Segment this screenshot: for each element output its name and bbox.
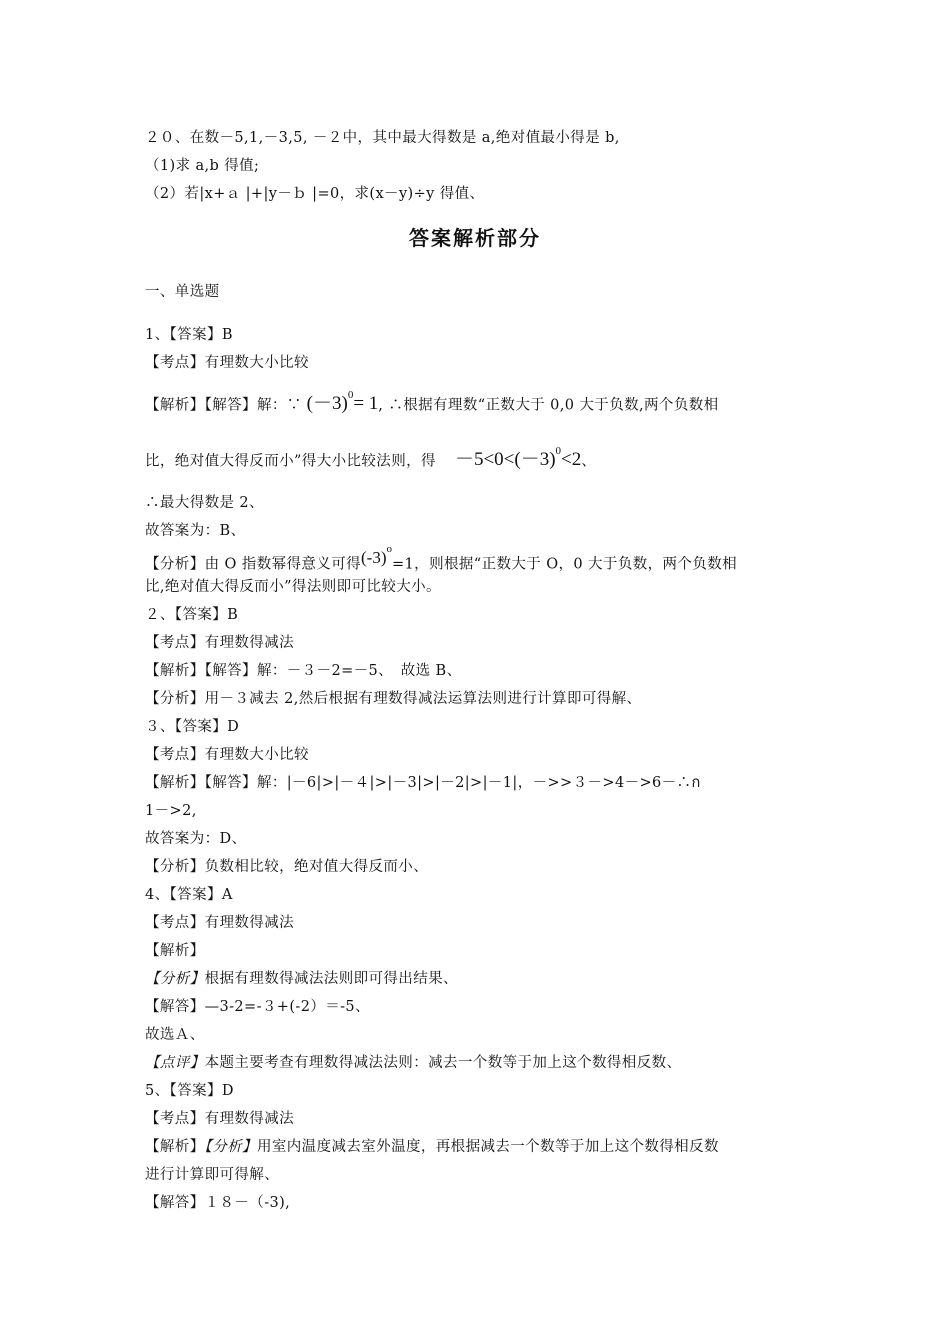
answer-1-point: 【考点】有理数大小比较 — [145, 355, 309, 371]
math-exponent: 0 — [347, 389, 354, 401]
fenxi-text: 根据有理数得减法法则即可得出结果、 — [204, 971, 458, 987]
answer-3-label: ３、【答案】D — [145, 719, 240, 735]
analysis-prefix: 【解析】【解答】解：∵ — [145, 397, 302, 414]
answer-1-conclusion: ∴最大得数是 2、 — [145, 495, 264, 511]
question-20-part-1: （1)求 a,b 得值; — [145, 158, 260, 174]
math-inequality — [454, 445, 582, 471]
fenxi-prefix: 【分析】由 O 指数幂得意义可得 — [145, 556, 362, 573]
part-heading-single-choice: 一、单选题 — [145, 284, 220, 300]
answer-2-analysis: 【解析】【解答】解：－３－2=－5、 故选 B、 — [145, 663, 462, 679]
answer-4-analysis: 【解析】 — [145, 943, 205, 959]
answer-2-point: 【考点】有理数得减法 — [145, 635, 294, 651]
answer-5-point: 【考点】有理数得减法 — [145, 1111, 294, 1127]
answer-4-label: 4、【答案】A — [145, 887, 233, 903]
answer-3-point: 【考点】有理数大小比较 — [145, 747, 309, 763]
dianping-text: 本题主要考查有理数得减法法则：减去一个数等于加上这个数得相反数、 — [204, 1055, 682, 1071]
dianping-tag: 【点评】 — [145, 1055, 205, 1071]
math-expression-2 — [361, 543, 392, 567]
answer-4-solve: 【解答】—3-2=-３+(-2）＝-5、 — [145, 999, 370, 1015]
math-base: (-3) — [361, 547, 387, 567]
math-base: (－3) — [306, 393, 348, 415]
question-20-line-1: ２０、在数－5,1,－3,5, －２中，其中最大得数是 a,绝对值最小得是 b, — [145, 130, 620, 146]
math-tail: = 1 — [353, 393, 379, 415]
answer-3-analysis: 【解析】【解答】解：|－6|>|－４|>|－3|>|－2|>|－1|，－>>３－>4－>6－∴ก — [145, 775, 701, 791]
answer-4-fenxi — [145, 969, 458, 989]
answer-1-fenxi-line-2: 比,绝对值大得反而小”得法则即可比较大小。 — [145, 579, 441, 595]
answer-2-label: ２、【答案】B — [145, 607, 239, 623]
answer-5-label: 5、【答案】D — [145, 1083, 234, 1099]
math-expression — [306, 389, 379, 415]
analysis-line-2-prefix: 比，绝对值大得反而小”得大小比较法则，得 — [145, 453, 436, 470]
punctuation: 、 — [581, 453, 597, 470]
answer-3-fenxi: 【分析】负数相比较，绝对值大得反而小、 — [145, 859, 429, 875]
fenxi-text: 用室内温度减去室外温度，再根据减去一个数等于加上这个数得相反数 — [256, 1139, 719, 1155]
answer-4-conclusion: 故选Ａ、 — [145, 1027, 205, 1043]
math-lead: －5<0<(－3) — [454, 449, 556, 471]
answer-5-solve: 【解答】１８－（-3), — [145, 1195, 291, 1211]
answer-1-label: 1、【答案】B — [145, 327, 233, 343]
answer-1-analysis — [145, 389, 719, 415]
answer-3-analysis-line-2: 1－>2, — [145, 803, 197, 819]
answer-1-fenxi — [145, 543, 738, 575]
analysis-tag: 【解析】 — [145, 1139, 205, 1155]
math-exponent: o — [386, 543, 392, 555]
math-tail: <2 — [561, 449, 582, 471]
question-20-part-2: （2）若|x+ａ |+|y－ｂ |=0，求(x－y)÷y 得值、 — [145, 186, 485, 202]
section-title: 答案解析部分 — [409, 226, 541, 250]
answer-4-point: 【考点】有理数得减法 — [145, 915, 294, 931]
fenxi-suffix: =1，则根据“正数大于 O，0 大于负数，两个负数相 — [392, 556, 738, 573]
answer-1-analysis-line-2 — [145, 445, 596, 471]
fenxi-tag: 【分析】 — [204, 1139, 257, 1155]
answer-5-analysis — [145, 1137, 719, 1157]
answer-1-result: 故答案为：B、 — [145, 523, 246, 539]
answer-2-fenxi: 【分析】用－３减去 2,然后根据有理数得减法运算法则进行计算即可得解、 — [145, 691, 642, 707]
analysis-suffix: , ∴根据有理数“正数大于 0,0 大于负数,两个负数相 — [378, 397, 719, 414]
answer-5-analysis-line-2: 进行计算即可得解、 — [145, 1167, 280, 1183]
answer-3-conclusion: 故答案为：D、 — [145, 831, 247, 847]
math-exponent: 0 — [555, 445, 562, 457]
fenxi-tag: 【分析】 — [145, 971, 205, 987]
answer-4-dianping — [145, 1053, 681, 1073]
